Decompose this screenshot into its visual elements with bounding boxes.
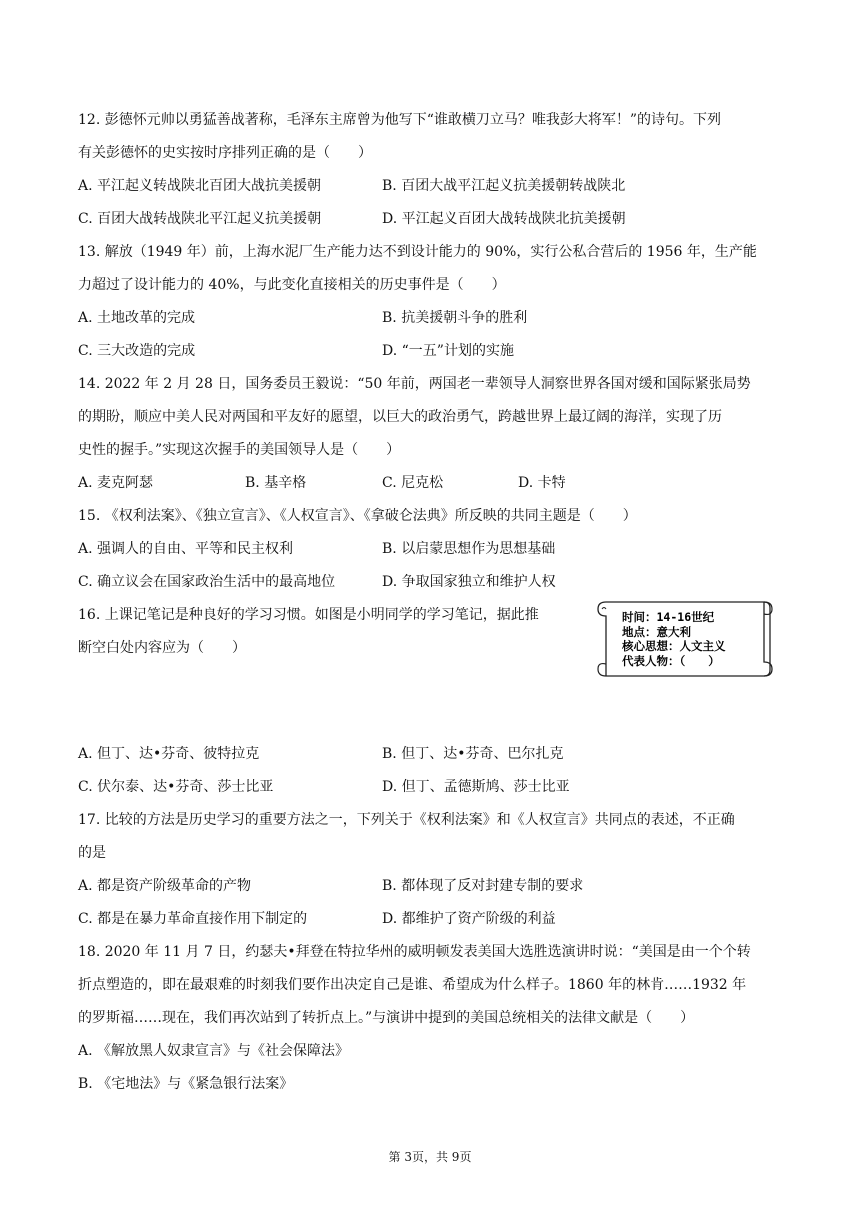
option-a: A. 强调人的自由、平等和民主权利 [78, 541, 294, 557]
option-c: C. 尼克松 [382, 475, 444, 491]
option-b: B. 但丁、达•芬奇、巴尔扎克 [382, 746, 564, 762]
note-line-idea: 核心思想：人文主义 [622, 639, 726, 653]
option-d: D. 争取国家独立和维护人权 [382, 574, 556, 590]
question-stem-line: 14. 2022 年 2 月 28 日，国务委员王毅说：“50 年前，两国老一辈领导人洞察世界各国对缓和国际紧张局势 [78, 376, 751, 392]
option-d: D. “一五”计划的实施 [382, 343, 514, 359]
question-stem-line: 13. 解放（1949 年）前，上海水泥厂生产能力达不到设计能力的 90%，实行公私合营后的 1956 年，生产能 [78, 244, 757, 260]
option-d: D. 但丁、孟德斯鸠、莎士比亚 [382, 779, 570, 795]
option-b: B. 《宅地法》与《紧急银行法案》 [78, 1076, 294, 1092]
study-note-scroll [594, 596, 774, 680]
question-16 [78, 599, 784, 804]
question-stem-line: 的是 [78, 845, 106, 861]
option-c: C. 都是在暴力革命直接作用下制定的 [78, 911, 308, 927]
question-stem-line: 有关彭德怀的史实按时序排列正确的是（ ） [78, 145, 372, 161]
question-15 [78, 500, 784, 599]
question-stem-line: 12. 彭德怀元帅以勇猛善战著称，毛泽东主席曾为他写下“谁敢横刀立马？唯我彭大将军！”的诗句。下列 [78, 112, 722, 128]
option-c: C. 伏尔泰、达•芬奇、莎士比亚 [78, 779, 274, 795]
options [78, 170, 784, 236]
question-stem-line: 16. 上课记笔记是种良好的学习习惯。如图是小明同学的学习笔记，据此推 [78, 607, 539, 623]
option-c: C. 百团大战转战陕北平江起义抗美援朝 [78, 211, 322, 227]
note-line-time: 时间：14-16世纪 [622, 610, 715, 624]
options [78, 870, 784, 936]
question-13 [78, 236, 784, 368]
note-line-place: 地点：意大利 [622, 624, 691, 639]
question-stem-line: 史性的握手。”实现这次握手的美国领导人是（ ） [78, 442, 401, 458]
page-content [78, 104, 784, 1101]
option-b: B. 都体现了反对封建专制的要求 [382, 878, 584, 894]
option-b: B. 抗美援朝斗争的胜利 [382, 310, 528, 326]
question-17 [78, 804, 784, 936]
option-b: B. 基辛格 [245, 475, 307, 491]
page-footer: 第 3页，共 9页 [388, 1150, 472, 1164]
question-14 [78, 368, 784, 500]
option-a: A. 《解放黑人奴隶宣言》与《社会保障法》 [78, 1043, 350, 1059]
option-a: A. 土地改革的完成 [78, 310, 196, 326]
options [78, 302, 784, 368]
option-a: A. 麦克阿瑟 [78, 475, 154, 491]
option-b: B. 以启蒙思想作为思想基础 [382, 541, 556, 557]
options [78, 533, 784, 599]
option-d: D. 都维护了资产阶级的利益 [382, 911, 556, 927]
option-a: A. 平江起义转战陕北百团大战抗美援朝 [78, 178, 322, 194]
note-text [622, 610, 726, 668]
question-stem-line: 15. 《权利法案》、《独立宣言》、《人权宣言》、《拿破仑法典》所反映的共同主题是（ ） [78, 508, 637, 524]
question-stem-line: 力超过了设计能力的 40%，与此变化直接相关的历史事件是（ ） [78, 277, 506, 293]
question-stem-line: 18. 2020 年 11 月 7 日，约瑟夫•拜登在特拉华州的威明顿发表美国大选胜选演讲时说：“美国是由一个个转 [78, 944, 751, 960]
option-c: C. 三大改造的完成 [78, 343, 196, 359]
question-12 [78, 104, 784, 236]
note-line-figures: 代表人物：（ ） [622, 653, 720, 668]
question-stem-line: 折点塑造的，即在最艰难的时刻我们要作出决定自己是谁、希望成为什么样子。1860 年的林肯……1932 年 [78, 977, 747, 993]
question-stem-line: 17. 比较的方法是历史学习的重要方法之一，下列关于《权利法案》和《人权宣言》共同点的表述，不正确 [78, 812, 735, 828]
option-d: D. 平江起义百团大战转战陕北抗美援朝 [382, 211, 626, 227]
option-c: C. 确立议会在国家政治生活中的最高地位 [78, 574, 336, 590]
question-stem-line: 的期盼，顺应中美人民对两国和平友好的愿望，以巨大的政治勇气，跨越世界上最辽阔的海洋，实现了历 [78, 409, 722, 425]
option-b: B. 百团大战平江起义抗美援朝转战陕北 [382, 178, 626, 194]
options [78, 738, 784, 804]
option-a: A. 都是资产阶级革命的产物 [78, 878, 252, 894]
question-stem-line: 断空白处内容应为（ ） [78, 640, 246, 656]
question-stem-line: 的罗斯福……现在，我们再次站到了转折点上。”与演讲中提到的美国总统相关的法律文献是（ ） [78, 1010, 695, 1026]
options [78, 467, 784, 500]
option-d: D. 卡特 [518, 475, 566, 491]
option-a: A. 但丁、达•芬奇、彼特拉克 [78, 746, 260, 762]
question-18 [78, 936, 784, 1101]
